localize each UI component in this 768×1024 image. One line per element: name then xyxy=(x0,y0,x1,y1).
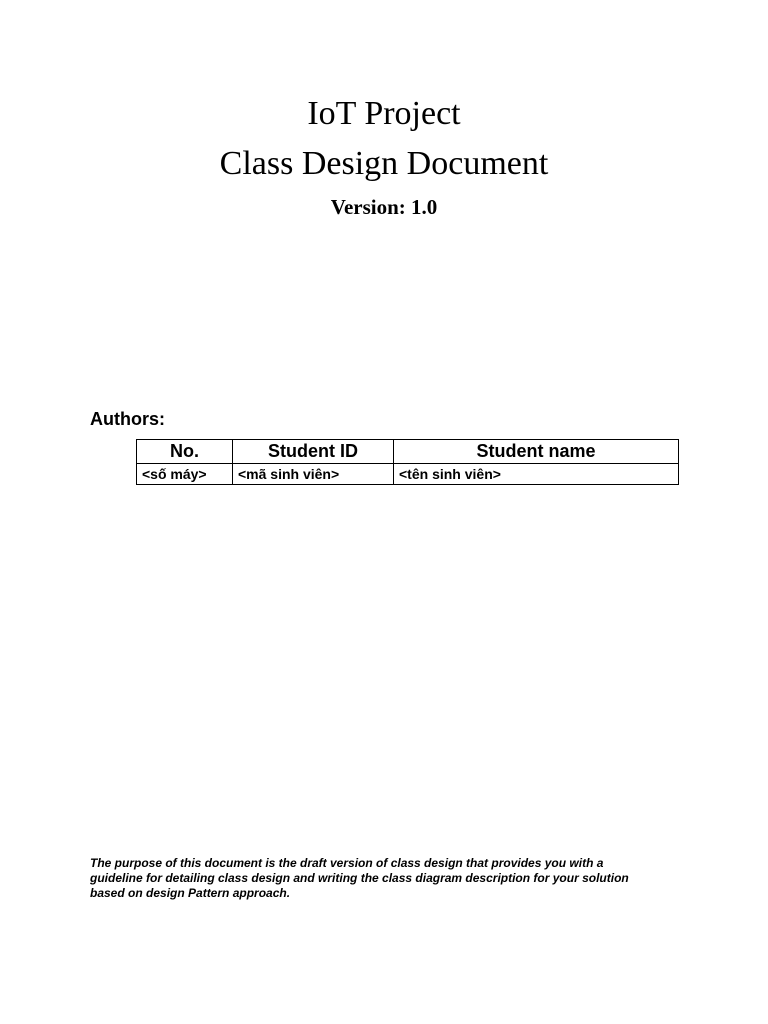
purpose-line: based on design Pattern approach. xyxy=(90,886,291,900)
purpose-line: guideline for detailing class design and writing the class diagram description for your solution xyxy=(90,871,629,885)
cell-student-name: <tên sinh viên> xyxy=(394,464,679,485)
document-version: Version: 1.0 xyxy=(330,195,438,219)
purpose-note xyxy=(90,856,680,901)
column-header-no: No. xyxy=(137,440,233,464)
cell-student-id: <mã sinh viên> xyxy=(233,464,394,485)
table-row xyxy=(137,464,679,485)
table-header-row xyxy=(137,440,679,464)
purpose-line: The purpose of this document is the draft version of class design that provides you with a xyxy=(90,856,604,870)
authors-table xyxy=(136,439,679,485)
cell-no: <số máy> xyxy=(137,464,233,485)
document-title: IoT Project xyxy=(307,95,461,132)
document-subtitle: Class Design Document xyxy=(219,145,549,182)
authors-heading: Authors: xyxy=(90,409,165,429)
column-header-student-name: Student name xyxy=(394,440,679,464)
column-header-student-id: Student ID xyxy=(233,440,394,464)
